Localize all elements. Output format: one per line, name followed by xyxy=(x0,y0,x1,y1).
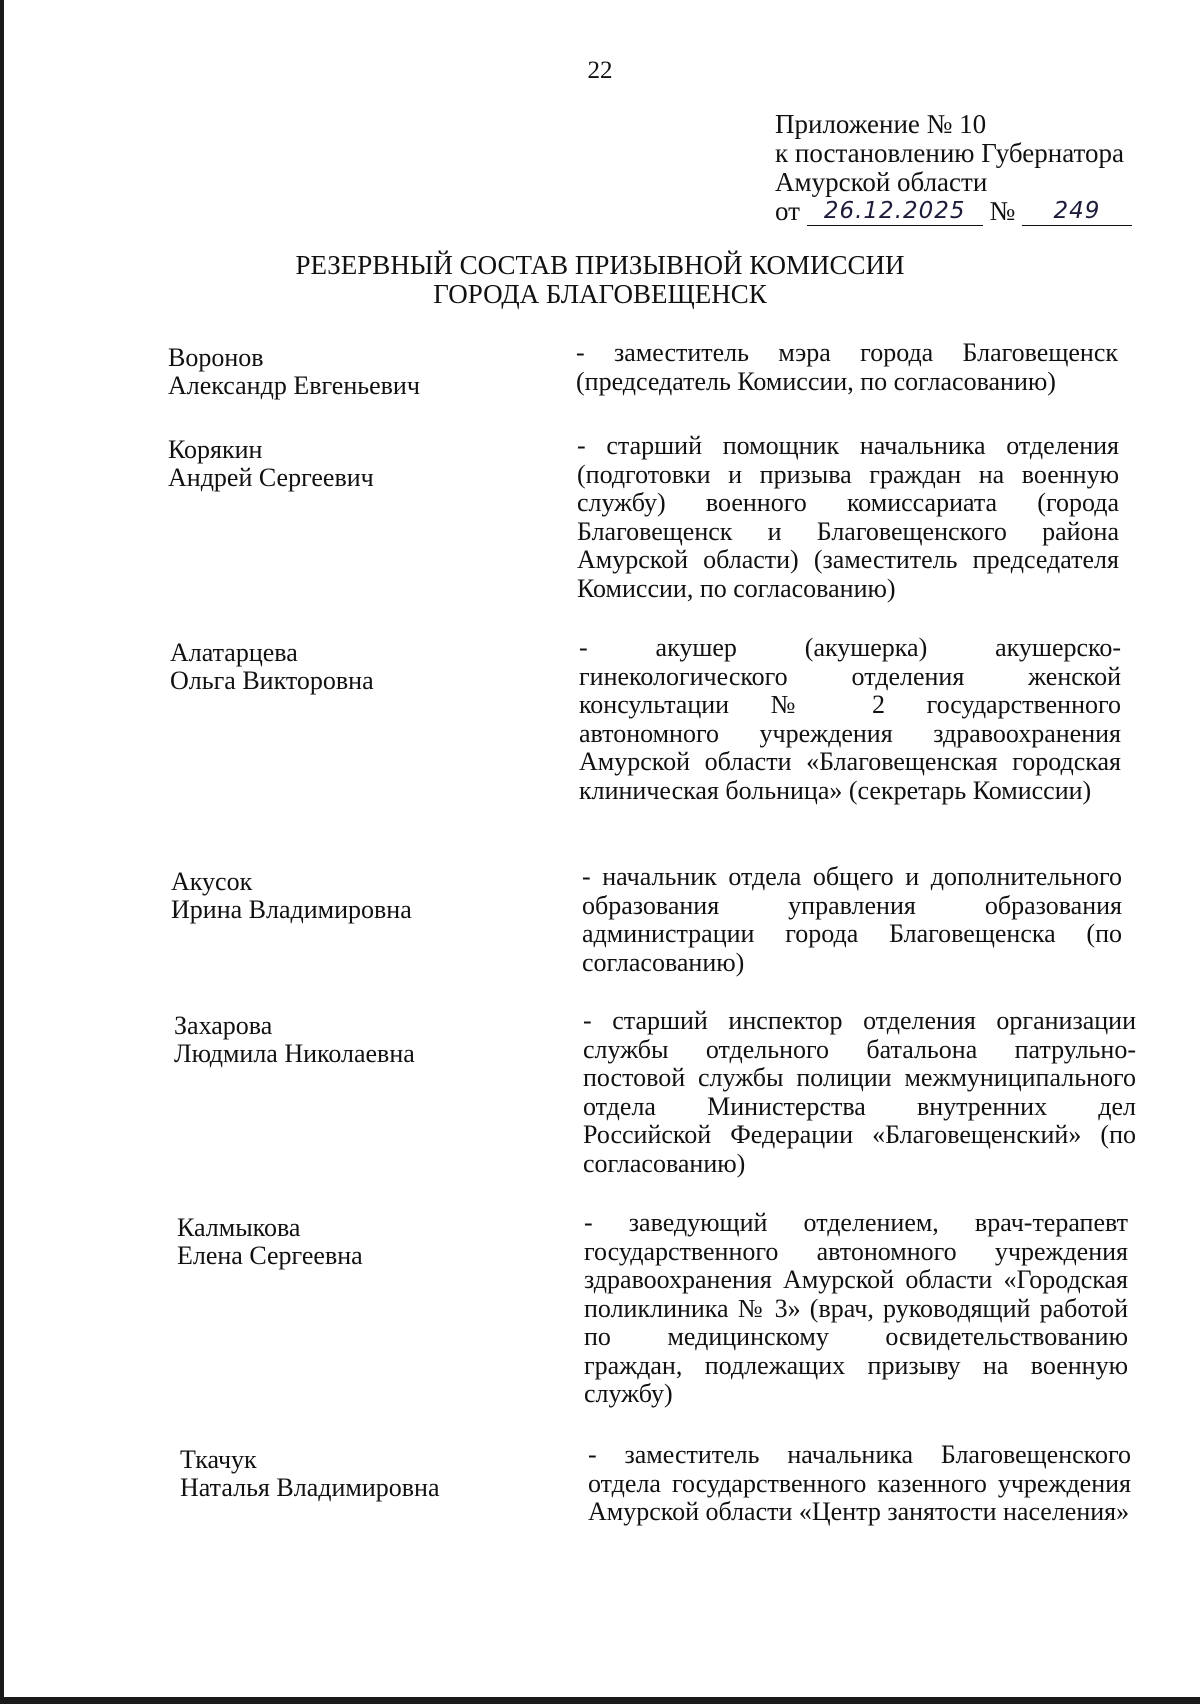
member-given-names: Людмила Николаевна xyxy=(174,1039,415,1068)
date-field xyxy=(807,197,983,226)
member-given-names: Ольга Викторовна xyxy=(170,666,374,695)
member-role: - акушер (акушерка) акушерско-гинекологического отделения женской консультации № 2 государственного автономного учреждения здравоохранения Амурской области «Благовещенская городская клиническая больница» (секретарь Комиссии) xyxy=(579,633,1121,805)
document-title xyxy=(0,251,1200,309)
appendix-reference: к постановлению Губернатора xyxy=(775,138,1124,168)
member-role: - старший помощник начальника отделения (подготовки и призыва граждан на военную службу) военного комиссариата (города Благовещенск и Благовещенского района Амурской области) (заместитель председателя Комиссии, по согласованию) xyxy=(577,431,1119,603)
page-number: 22 xyxy=(587,57,613,84)
member-name xyxy=(177,1214,363,1270)
title-line-1: РЕЗЕРВНЫЙ СОСТАВ ПРИЗЫВНОЙ КОМИССИИ xyxy=(295,250,905,280)
member-name xyxy=(168,344,420,400)
handwritten-date: 26.12.2025 xyxy=(823,198,966,224)
title-line-2: ГОРОДА БЛАГОВЕЩЕНСК xyxy=(433,279,767,309)
member-surname: Корякин xyxy=(168,435,263,464)
member-given-names: Наталья Владимировна xyxy=(180,1473,440,1502)
member-role: - старший инспектор отделения организации службы отдельного батальона патрульно-постовой службы полиции межмуниципального отдела Министерства внутренних дел Российской Федерации «Благовещенский» (по согласованию) xyxy=(583,1006,1136,1178)
member-surname: Ткачук xyxy=(180,1445,257,1474)
appendix-region: Амурской области xyxy=(775,167,988,197)
member-name xyxy=(168,436,374,492)
member-given-names: Елена Сергеевна xyxy=(177,1241,363,1270)
member-surname: Калмыкова xyxy=(177,1213,301,1242)
member-given-names: Ирина Владимировна xyxy=(171,895,412,924)
member-role: - начальник отдела общего и дополнительного образования управления образования администрации города Благовещенска (по согласованию) xyxy=(582,862,1122,977)
member-surname: Захарова xyxy=(174,1011,273,1040)
member-surname: Воронов xyxy=(168,343,264,372)
member-name xyxy=(171,868,412,924)
appendix-title: Приложение № 10 xyxy=(775,109,987,139)
member-name xyxy=(174,1012,415,1068)
number-prefix: № xyxy=(989,196,1016,226)
member-given-names: Александр Евгеньевич xyxy=(168,371,420,400)
member-name xyxy=(180,1446,439,1502)
appendix-date-line xyxy=(775,197,1132,226)
member-given-names: Андрей Сергеевич xyxy=(168,463,374,492)
member-surname: Акусок xyxy=(171,867,253,896)
member-role: - заместитель начальника Благовещенского отдела государственного казенного учреждения Амурской области «Центр занятости населения» xyxy=(588,1440,1131,1526)
appendix-block xyxy=(775,110,1132,226)
member-role: - заведующий отделением, врач-терапевт государственного автономного учреждения здравоохранения Амурской области «Городская поликлиника № 3» (врач, руководящий работой по медицинскому освидетельствованию граждан, подлежащих призыву на военную службу) xyxy=(584,1208,1128,1408)
member-role: - заместитель мэра города Благовещенск (председатель Комиссии, по согласованию) xyxy=(576,338,1118,396)
date-prefix: от xyxy=(775,196,800,226)
handwritten-number: 249 xyxy=(1053,198,1101,224)
member-name xyxy=(170,639,374,695)
member-surname: Алатарцева xyxy=(170,638,298,667)
number-field xyxy=(1022,197,1132,226)
scan-edge-bottom xyxy=(0,1697,1200,1704)
